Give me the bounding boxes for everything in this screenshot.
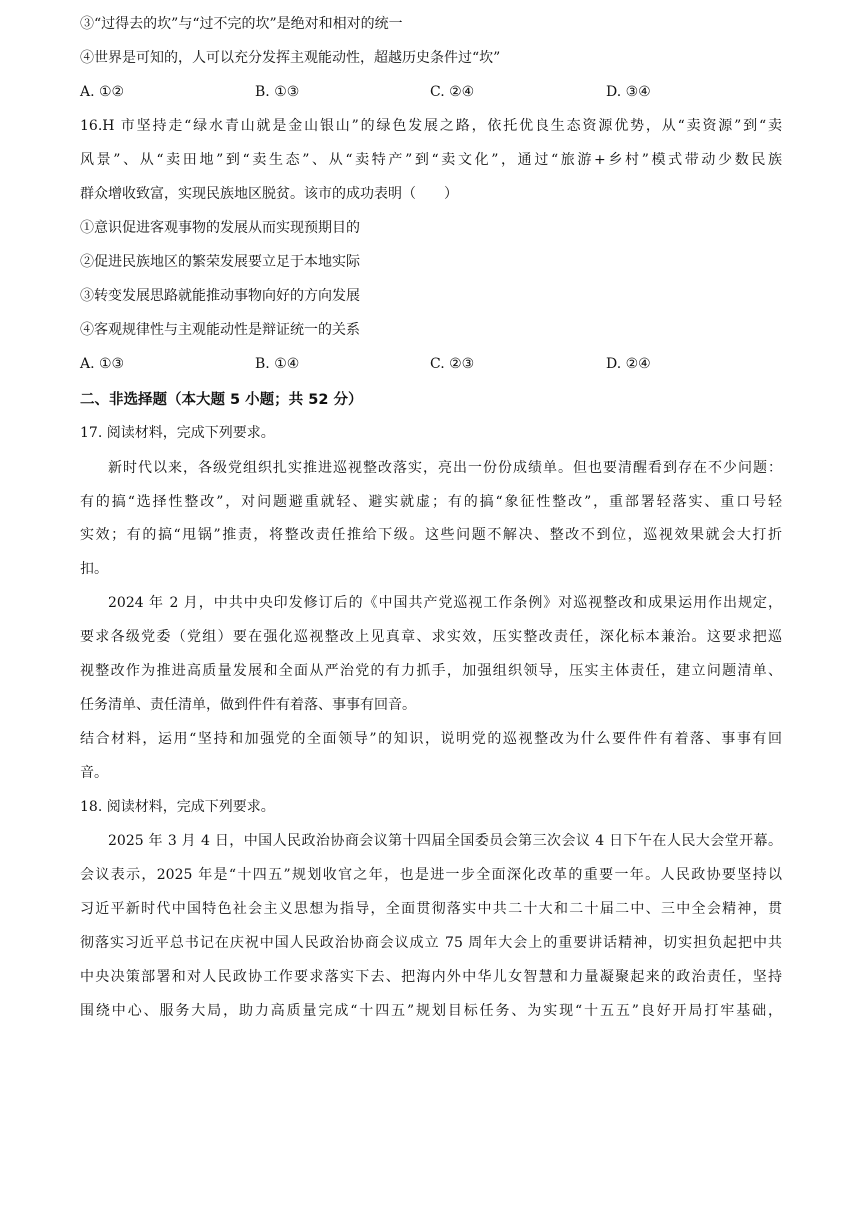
q15-statement-4: ④世界是可知的，人可以充分发挥主观能动性，超越历史条件过“坎” <box>80 50 501 66</box>
q17-material-2-line-4: 任务清单、责任清单，做到件件有着落、事事有回音。 <box>80 697 416 713</box>
q16-option-c: C. ②③ <box>430 356 475 372</box>
q16-statement-1: ①意识促进客观事物的发展从而实现预期目的 <box>80 220 360 236</box>
q17-requirement-line-1: 结合材料，运用“坚持和加强党的全面领导”的知识，说明党的巡视整改为什么要件件有着落、事事有回 <box>80 731 782 747</box>
q17-requirement-line-2: 音。 <box>80 765 108 781</box>
q16-option-d: D. ②④ <box>606 356 651 372</box>
q16-stem-line-1: 16.H 市坚持走“绿水青山就是金山银山”的绿色发展之路，依托优良生态资源优势，从“卖资源”到“卖 <box>80 118 782 134</box>
q17-material-1-line-2: 有的搞“选择性整改”，对问题避重就轻、避实就虚；有的搞“象征性整改”，重部署轻落实、重口号轻 <box>80 494 782 510</box>
q17-material-2-line-3: 视整改作为推进高质量发展和全面从严治党的有力抓手，加强组织领导，压实主体责任，建立问题清单、 <box>80 663 782 679</box>
q17-title: 17. 阅读材料，完成下列要求。 <box>80 425 275 441</box>
q15-statement-3: ③“过得去的坎”与“过不完的坎”是绝对和相对的统一 <box>80 16 403 32</box>
q17-material-2-line-1: 2024 年 2 月，中共中央印发修订后的《中国共产党巡视工作条例》对巡视整改和成果运用作出规定， <box>108 595 782 611</box>
q18-material-line-2: 会议表示，2025 年是“十四五”规划收官之年，也是进一步全面深化改革的重要一年。人民政协要坚持以 <box>80 867 782 883</box>
q16-statement-4: ④客观规律性与主观能动性是辩证统一的关系 <box>80 322 360 338</box>
q17-material-1-line-1: 新时代以来，各级党组织扎实推进巡视整改落实，亮出一份份成绩单。但也要清醒看到存在不少问题： <box>108 460 782 476</box>
section-2-heading: 二、非选择题（本大题 5 小题；共 52 分） <box>80 392 363 408</box>
q16-stem-line-2: 风景”、从“卖田地”到“卖生态”、从“卖特产”到“卖文化”，通过“旅游+乡村”模式带动少数民族 <box>80 152 782 168</box>
q17-material-1-line-3: 实效；有的搞“甩锅”推责，将整改责任推给下级。这些问题不解决、整改不到位，巡视效果就会大打折 <box>80 527 782 543</box>
q16-statement-2: ②促进民族地区的繁荣发展要立足于本地实际 <box>80 254 360 270</box>
q18-title: 18. 阅读材料，完成下列要求。 <box>80 799 275 815</box>
q15-option-d: D. ③④ <box>606 84 651 100</box>
q18-material-line-5: 中央决策部署和对人民政协工作要求落实下去、把海内外中华儿女智慧和力量凝聚起来的政治责任，坚持 <box>80 969 782 985</box>
q18-material-line-6: 围绕中心、服务大局，助力高质量完成“十四五”规划目标任务、为实现“十五五”良好开局打牢基础， <box>80 1003 782 1019</box>
q17-material-1-line-4: 扣。 <box>80 561 108 577</box>
q16-statement-3: ③转变发展思路就能推动事物向好的方向发展 <box>80 288 360 304</box>
q18-material-line-3: 习近平新时代中国特色社会主义思想为指导，全面贯彻落实中共二十大和二十届二中、三中全会精神，贯 <box>80 901 782 917</box>
q15-option-b: B. ①③ <box>255 84 300 100</box>
q16-option-a: A. ①③ <box>80 356 125 372</box>
q15-option-a: A. ①② <box>80 84 125 100</box>
q16-stem-line-3: 群众增收致富，实现民族地区脱贫。该市的成功表明（ ） <box>80 186 458 202</box>
q15-option-c: C. ②④ <box>430 84 475 100</box>
q18-material-line-4: 彻落实习近平总书记在庆祝中国人民政治协商会议成立 75 周年大会上的重要讲话精神，切实担负起把中共 <box>80 935 782 951</box>
q18-material-line-1: 2025 年 3 月 4 日，中国人民政治协商会议第十四届全国委员会第三次会议 4 日下午在人民大会堂开幕。 <box>108 833 782 849</box>
q17-material-2-line-2: 要求各级党委（党组）要在强化巡视整改上见真章、求实效，压实整改责任，深化标本兼治。这要求把巡 <box>80 629 782 645</box>
q16-option-b: B. ①④ <box>255 356 300 372</box>
